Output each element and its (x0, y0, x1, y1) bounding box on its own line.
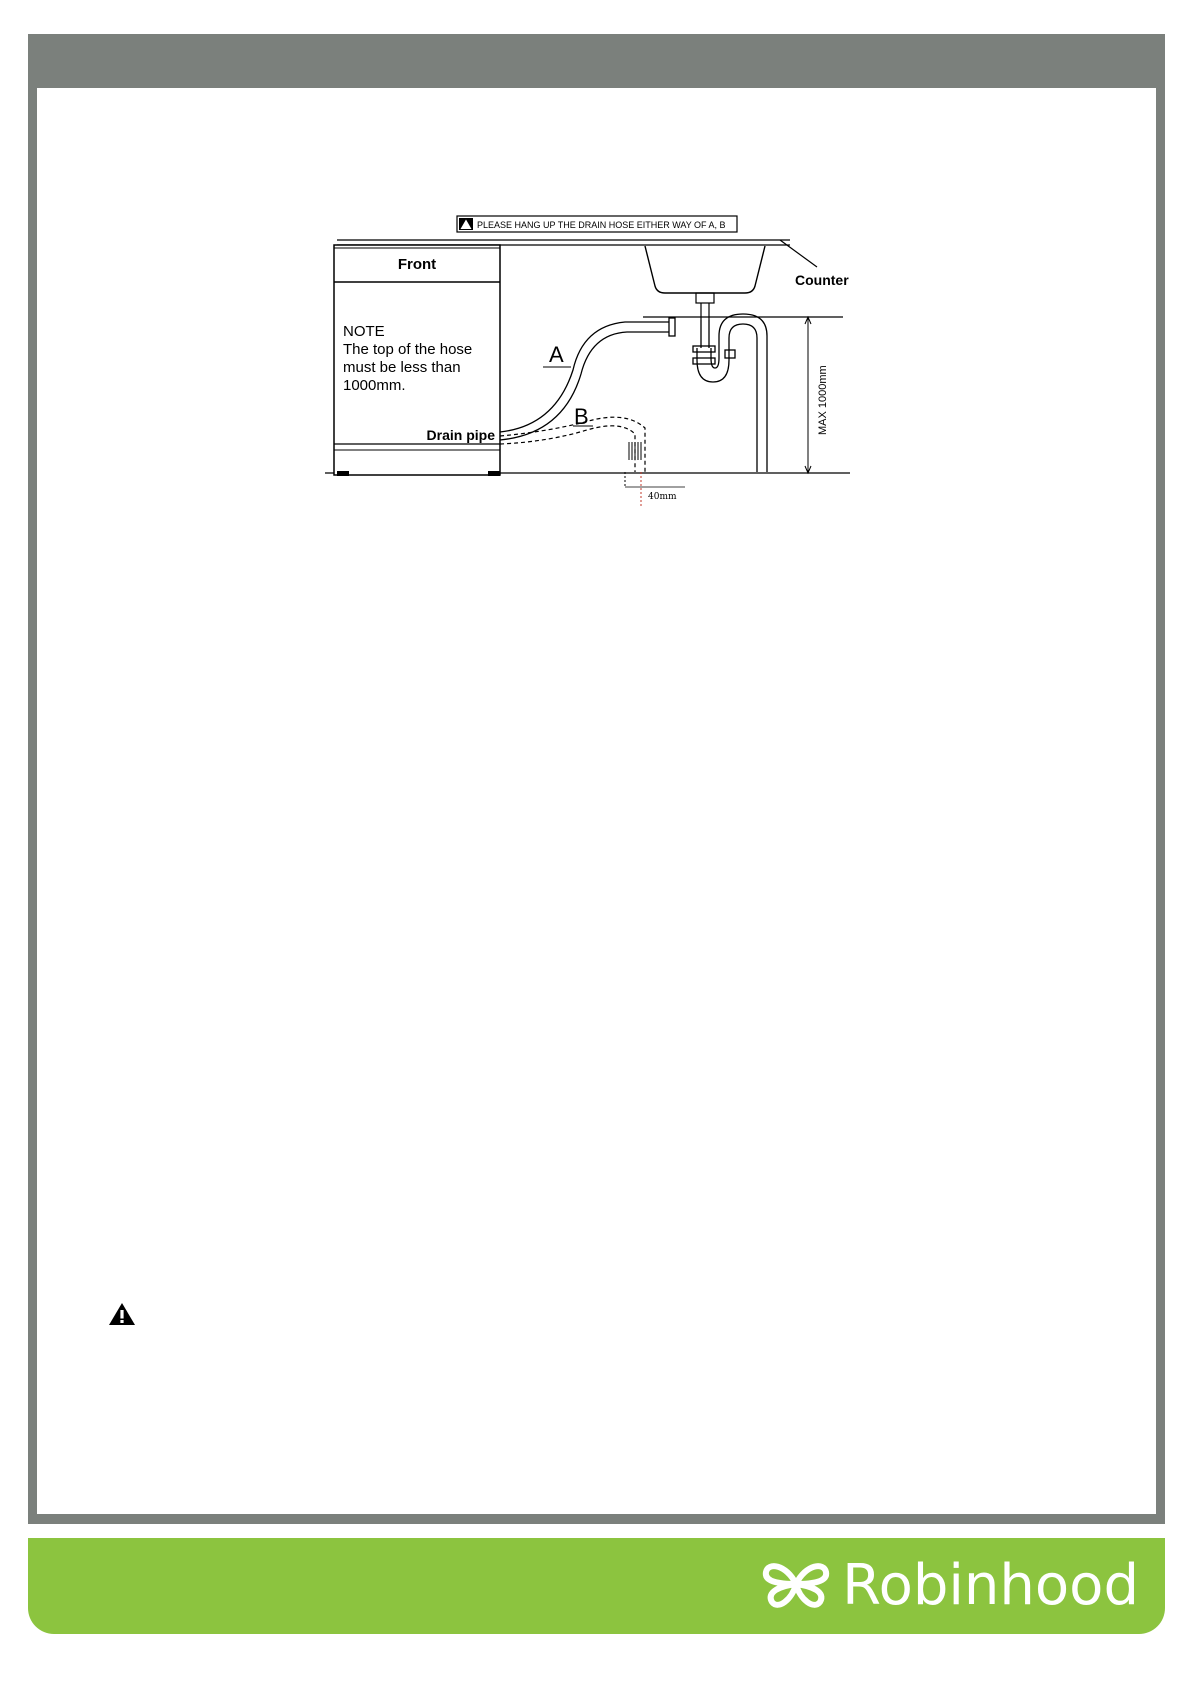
drain-hose-diagram (325, 210, 855, 550)
counter-pointer-line (780, 240, 817, 267)
max-height-dimension (805, 317, 811, 473)
hose-a-label: A (549, 342, 564, 367)
front-label: Front (397, 256, 437, 273)
warning-banner (457, 216, 737, 232)
sink-basin (645, 246, 765, 293)
warning-triangle-icon (108, 1302, 136, 1326)
butterfly-icon (760, 1558, 832, 1615)
note-heading: NOTE (343, 323, 385, 340)
note-line-1: The top of the hose (343, 341, 473, 358)
drain-pipe-label: Drain pipe (426, 427, 495, 443)
brand-logo (760, 1552, 1139, 1620)
note-line-3: 1000mm. (343, 377, 406, 394)
page-border-bottom (28, 1514, 1165, 1524)
hose-b-label: B (574, 404, 589, 429)
counter-label: Counter (795, 272, 849, 288)
note-line-2: must be less than (343, 359, 461, 376)
max-height-label: MAX 1000mm (817, 365, 829, 435)
drain-hose-b (500, 417, 645, 472)
brand-footer (28, 1538, 1165, 1634)
brand-name: Robinhood (842, 1553, 1139, 1618)
sink-trap (693, 314, 767, 472)
warning-banner-text: PLEASE HANG UP THE DRAIN HOSE EITHER WAY OF A, B (477, 220, 726, 230)
page-border-right (1156, 34, 1165, 1524)
depth-label: 40mm (648, 492, 677, 502)
sink-outlet (696, 293, 714, 303)
page-border-left (28, 34, 37, 1524)
page-header-bar (28, 34, 1165, 88)
drain-grate (629, 442, 641, 460)
